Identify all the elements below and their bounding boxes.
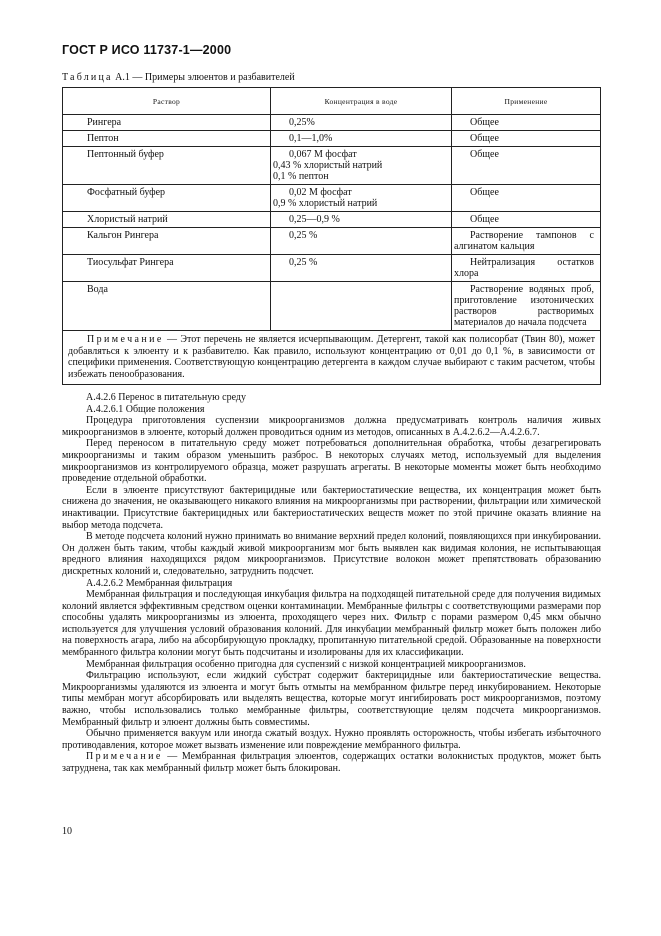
note-label: Примечание [87, 334, 164, 345]
cell-concentration [271, 115, 452, 131]
column-header-concentration: Концентрация в воде [271, 88, 452, 115]
concentration-line: 0,25% [289, 117, 315, 128]
cell-application [452, 185, 601, 212]
paragraph: Мембранная фильтрация и последующая инкубация фильтра на подходящей питательной среде для получения видимых колоний является эффективным средством оценки контаминации. Мембранные фильтры с соответствующими размерами пор способны удалять микроорганизмы из элюента, проходящего через них. Фильтр с порами размером 0,45 мкм обычно используется для улучшения условий образования колоний. Для инкубации мембранный фильтр может быть положен либо на поверхность агара, либо на абсорбирующую прокладку, пропитанную питательной средой. Образованные на поверхности мембранного фильтра колонии могут быть подсчитаны и изолированы для их классификации. [62, 589, 601, 659]
cell-solution: Кальгон Рингера [63, 228, 271, 255]
paragraph: Если в элюенте присутствуют бактерицидные или бактериостатические вещества, их концентрация может быть снижена до значения, не оказывающего никакого влияния на микроорганизмы при растворении, фильтрации или химической инактивации. Присутствие бактерицидных или бактериостатических веществ может по этой причине оказать влияние на выбор метода подсчета. [62, 484, 601, 531]
table-row [63, 282, 601, 331]
paragraph: Процедура приготовления суспензии микроорганизмов должна предусматривать контроль наличия живых микроорганизмов в элюенте, который должен проводиться одним из методов, описанных в А.4.2.6.2—А.4.2.6.7. [62, 415, 601, 438]
cell-application [452, 147, 601, 185]
application-text: Растворение тампонов с алгинатом кальция [454, 230, 594, 252]
table-row [63, 255, 601, 282]
cell-solution: Тиосульфат Рингера [63, 255, 271, 282]
table-row [63, 131, 601, 147]
cell-concentration [271, 212, 452, 228]
cell-solution: Пептон [63, 131, 271, 147]
table-header-row [63, 88, 601, 115]
application-text: Растворение водяных проб, приготовление изотонических растворов растворимых материалов до начала подсчета [454, 284, 594, 328]
column-header-solution: Раствор [63, 88, 271, 115]
application-text: Общее [470, 149, 499, 160]
paragraph: Мембранная фильтрация особенно пригодна для суспензий с низкой концентрацией микроорганизмов. [86, 658, 526, 670]
application-text: Общее [470, 133, 499, 144]
application-text: Общее [470, 117, 499, 128]
table-row [63, 212, 601, 228]
concentration-line: 0,43 % хлористый натрий [273, 160, 383, 171]
application-text: Нейтрализация остатков хлора [454, 257, 594, 279]
column-header-application: Применение [452, 88, 601, 115]
cell-application [452, 115, 601, 131]
table-row [63, 228, 601, 255]
cell-concentration [271, 147, 452, 185]
section-heading: А.4.2.6 Перенос в питательную среду [86, 392, 246, 403]
table-row [63, 147, 601, 185]
cell-solution: Фосфатный буфер [63, 185, 271, 212]
note-paragraph [62, 751, 601, 774]
paragraph: Перед переносом в питательную среду может потребоваться дополнительная обработка, чтобы дезагрегировать микроорганизмы и таким образом уменьшить разброс. В некоторых случаях метод, используемый для выделения микроорганизмов из контролируемого образца, может разрушать агрегаты. В некоторые моменты может быть необходимо проведение отдельной обработки. [62, 438, 601, 485]
paragraph: В методе подсчета колоний нужно принимать во внимание верхний предел колоний, появляющихся при инкубировании. Он должен быть таким, чтобы каждый живой микроорганизм мог быть выявлен как видимая колония, не испытывающая вредного влияния находящихся рядом микроорганизмов. Присутствие волокон может препятствовать образованию дискретных колоний и, следовательно, затруднить подсчет. [62, 531, 601, 577]
concentration-line: 0,25 % [289, 230, 318, 241]
cell-solution: Вода [63, 282, 271, 331]
concentration-line: 0,1—1,0% [289, 133, 333, 144]
note-text: — Этот перечень не является исчерпывающим. Детергент, такой как полисорбат (Твин 80), может добавляться к элюенту и к разбавителю. Как правило, используют концентрацию от 0,01 до 0,1 %, в зависимости от специфики применения. Соответствующую концентрацию детергента в каждом случае выбирают с таким расчетом, чтобы избежать пенообразования. [68, 334, 595, 380]
note-label: Примечание [86, 751, 163, 763]
application-text: Общее [470, 187, 499, 198]
cell-solution: Рингера [63, 115, 271, 131]
table-row [63, 185, 601, 212]
cell-concentration [271, 282, 452, 331]
page-number: 10 [62, 826, 72, 837]
cell-application [452, 131, 601, 147]
cell-application [452, 255, 601, 282]
cell-solution: Хлористый натрий [63, 212, 271, 228]
cell-concentration [271, 131, 452, 147]
table-caption-label: Таблица [62, 72, 113, 83]
concentration-line: 0,067 М фосфат [289, 149, 357, 160]
paragraph: Обычно применяется вакуум или иногда сжатый воздух. Нужно проявлять осторожность, чтобы избегать избыточного противодавления, которое может вызвать изменение или повреждение мембранного фильтра. [62, 728, 601, 751]
cell-application [452, 212, 601, 228]
concentration-line: 0,25 % [289, 257, 318, 268]
table-note-row [63, 331, 601, 385]
cell-concentration [271, 185, 452, 212]
elution-table [62, 87, 601, 385]
body-text [62, 392, 601, 775]
cell-application [452, 282, 601, 331]
concentration-line: 0,02 М фосфат [289, 187, 352, 198]
paragraph: Фильтрацию используют, если жидкий субстрат содержит бактерицидные или бактериостатические вещества. Микроорганизмы удаляются из элюента и могут быть отмыты на мембранном фильтре перед инкубированием. Некоторые типы мембран могут абсорбировать или выделять вещества, которые могут ингибировать рост микроорганизмов, поэтому важно, чтобы использовались только мембранные фильтры, соответствующие целям подсчета микроорганизмов. Мембранный фильтр и элюент должны быть совместимы. [62, 670, 601, 728]
concentration-line: 0,9 % хлористый натрий [273, 198, 378, 209]
table-caption [62, 72, 295, 83]
subsection-heading: А.4.2.6.1 Общие положения [86, 403, 205, 415]
table-note [63, 331, 601, 385]
concentration-line: 0,25—0,9 % [289, 214, 340, 225]
application-text: Общее [470, 214, 499, 225]
concentration-line: 0,1 % пептон [273, 171, 329, 182]
cell-application [452, 228, 601, 255]
cell-concentration [271, 255, 452, 282]
cell-concentration [271, 228, 452, 255]
cell-solution: Пептонный буфер [63, 147, 271, 185]
table-caption-text: А.1 — Примеры элюентов и разбавителей [112, 72, 295, 83]
table-row [63, 115, 601, 131]
subsection-heading: А.4.2.6.2 Мембранная фильтрация [86, 577, 233, 589]
note-text: — Мембранная фильтрация элюентов, содержащих остатки волокнистых продуктов, может быть затруднена, так как мембранный фильтр может быть блокирован. [62, 751, 601, 774]
document-header: ГОСТ Р ИСО 11737-1—2000 [62, 43, 232, 57]
